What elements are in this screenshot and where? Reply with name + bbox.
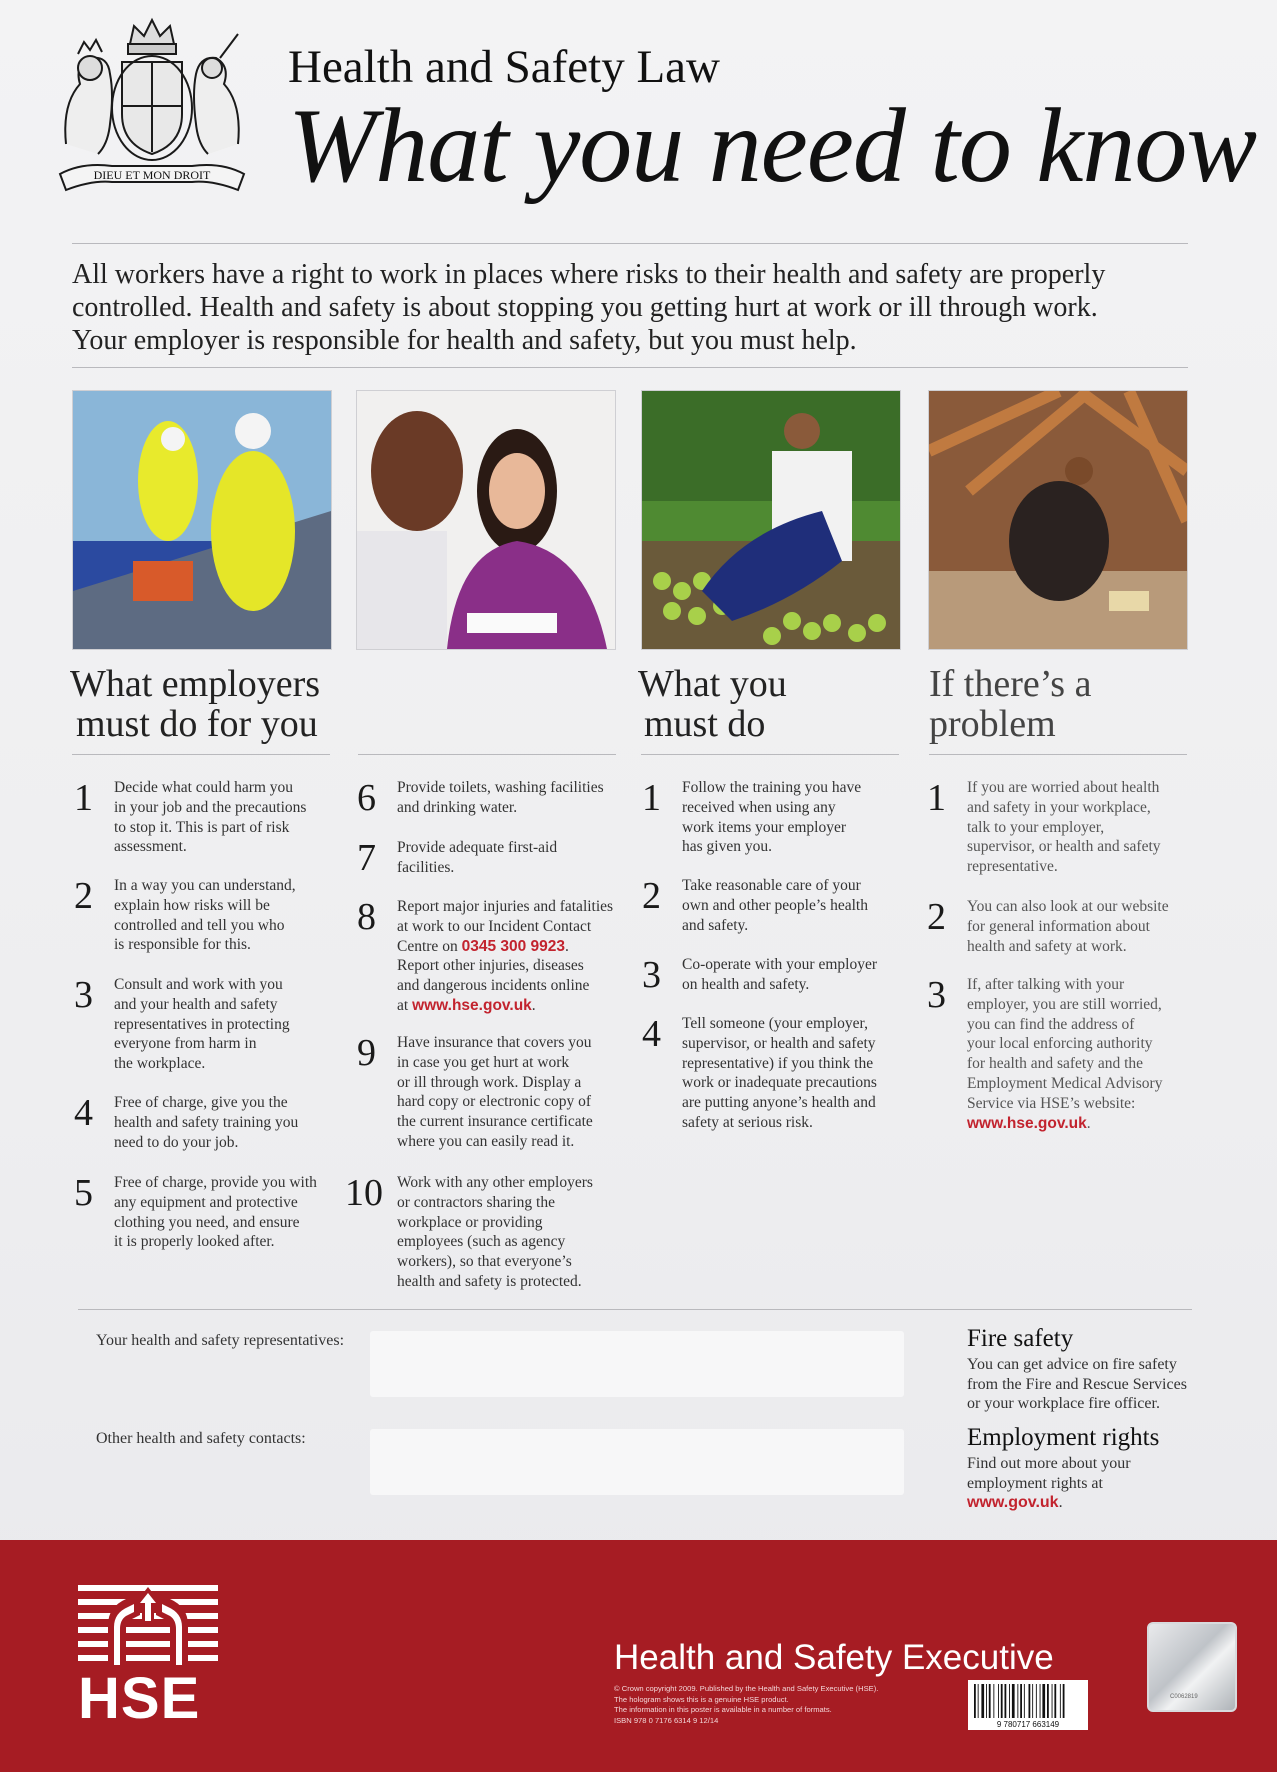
item-number: 8	[357, 896, 376, 938]
hse-logo-icon	[78, 1585, 218, 1665]
item-text: Report major injuries and fatalities at work to our Incident Contact Centre on 0345 300 9923. Report other injuries, diseases and dangerous incidents online at www.hse.gov.uk.	[397, 898, 614, 1014]
divider	[72, 754, 330, 755]
item-text: Free of charge, provide you with any equipment and protective clothing you need, and ensure it is properly looked after.	[114, 1174, 317, 1251]
other-contacts-label: Other health and safety contacts:	[96, 1430, 306, 1447]
barcode-bar	[1060, 1684, 1061, 1718]
barcode-bar	[1005, 1684, 1007, 1718]
employer-duty-6	[357, 778, 604, 818]
photo-loft-worker	[928, 390, 1188, 650]
employer-duty-8	[357, 897, 613, 1016]
item-text: Take reasonable care of your own and other people’s health and safety.	[682, 877, 868, 934]
employer-duty-9	[357, 1033, 593, 1152]
heading-line: must do for you	[76, 703, 318, 745]
item-text: If you are worried about health and safety in your workplace, talk to your employer, supervisor, or health and safety representative.	[967, 779, 1161, 876]
item-number: 1	[642, 777, 661, 819]
isbn-barcode	[968, 1680, 1088, 1730]
crest-motto: DIEU ET MON DROIT	[93, 168, 211, 182]
reps-field[interactable]	[370, 1331, 904, 1397]
barcode-bar	[1029, 1684, 1031, 1718]
employer-duty-3	[74, 975, 290, 1074]
barcode-bar	[989, 1684, 991, 1718]
barcode-bar	[1036, 1684, 1037, 1718]
barcode-bar	[1001, 1684, 1003, 1718]
barcode-bar	[998, 1684, 999, 1718]
item-text: Have insurance that covers you in case you get hurt at work or ill through work. Display a hard copy or electronic copy of the current insurance certificate where you can easily read it.	[397, 1034, 593, 1150]
divider	[72, 367, 1188, 368]
problem-step-3	[927, 975, 1162, 1133]
gov-website-link[interactable]: www.gov.uk	[967, 1494, 1059, 1512]
incident-phone-number: 0345 300 9923	[461, 937, 566, 955]
divider	[78, 1309, 1192, 1310]
item-number: 1	[74, 777, 93, 819]
worker-duty-2	[642, 876, 868, 935]
other-contacts-field[interactable]	[370, 1429, 904, 1495]
item-text: Tell someone (your employer, supervisor, or health and safety representative) if you think the work or inadequate precautions are putting anyone’s health and safety at serious risk.	[682, 1015, 877, 1131]
item-text: Consult and work with you and your health and safety representatives in protecting everyone from harm in the workplace.	[114, 976, 290, 1073]
item-number: 5	[74, 1172, 93, 1214]
item-number: 9	[357, 1032, 376, 1074]
heading-you	[638, 664, 787, 744]
divider	[641, 754, 899, 755]
hologram-code: C0062819	[1170, 1694, 1198, 1700]
fire-safety-heading: Fire safety	[967, 1325, 1074, 1352]
photo-road-workers	[72, 390, 332, 650]
item-text: Decide what could harm you in your job and the precautions to stop it. This is part of risk assessment.	[114, 779, 307, 856]
problem-step-1	[927, 778, 1161, 877]
poster-title: What you need to know	[288, 87, 1257, 204]
item-text: If, after talking with your employer, you are still worried, you can find the address of your local enforcing authority for health and safety and the Employment Medical Advisory Service via HSE’s website: www.hse.gov.uk.	[967, 976, 1163, 1132]
hse-website-link[interactable]: www.hse.gov.uk	[967, 1114, 1087, 1132]
barcode-bar	[1054, 1684, 1056, 1718]
heading-employers	[70, 664, 320, 744]
divider	[929, 754, 1187, 755]
employer-duty-4	[74, 1093, 298, 1152]
employer-duty-7	[357, 838, 557, 878]
employer-duty-1	[74, 778, 306, 857]
heading-line: If there’s a	[929, 663, 1092, 705]
fire-safety-text: You can get advice on fire safety from the Fire and Rescue Services or your workplace fire officer.	[967, 1356, 1187, 1413]
worker-duty-3	[642, 955, 877, 995]
barcode-bar	[1032, 1684, 1033, 1718]
worker-duty-1	[642, 778, 861, 857]
organisation-name: Health and Safety Executive	[614, 1638, 1054, 1677]
employment-rights-text: Find out more about your employment rights at www.gov.uk.	[967, 1455, 1131, 1512]
employment-rights-heading: Employment rights	[967, 1424, 1160, 1451]
barcode-bar	[1012, 1684, 1015, 1718]
item-text: Work with any other employers or contractors sharing the workplace or providing employees (such as agency workers), so that everyone’s health and safety is protected.	[397, 1174, 593, 1290]
item-number: 2	[927, 896, 946, 938]
intro-line: Your employer is responsible for health and safety, but you must help.	[72, 325, 857, 356]
heading-line: problem	[929, 703, 1056, 745]
item-number: 4	[642, 1013, 661, 1055]
employer-duty-5	[74, 1173, 317, 1252]
employer-duty-2	[74, 876, 296, 955]
divider	[72, 243, 1188, 244]
barcode-bar	[1024, 1684, 1025, 1718]
barcode-bar	[1009, 1684, 1010, 1718]
item-number: 10	[345, 1172, 383, 1214]
item-number: 6	[357, 777, 376, 819]
barcode-bar	[993, 1684, 994, 1718]
item-text: Free of charge, give you the health and safety training you need to do your job.	[114, 1094, 299, 1151]
item-text: Provide adequate first-aid facilities.	[397, 839, 558, 876]
poster-subtitle: Health and Safety Law	[288, 41, 720, 93]
item-text: Follow the training you have received when using any work items your employer has given you.	[682, 779, 862, 856]
barcode-bar	[986, 1684, 987, 1718]
intro-line: All workers have a right to work in places where risks to their health and safety are properly	[72, 259, 1106, 290]
item-text: You can also look at our website for general information about health and safety at work.	[967, 898, 1169, 955]
item-number: 1	[927, 777, 946, 819]
royal-coat-of-arms	[52, 14, 252, 196]
publication-small-print: © Crown copyright 2009. Published by the Health and Safety Executive (HSE). The hologram shows this is a genuine HSE product. The information in this poster is available in a number of formats. ISBN 978 0 7176 6314 9 12/14	[614, 1684, 879, 1725]
divider	[358, 754, 616, 755]
barcode-bar	[1047, 1684, 1049, 1718]
item-number: 7	[357, 837, 376, 879]
intro-line: controlled. Health and safety is about stopping you getting hurt at work or ill through work.	[72, 292, 1098, 323]
heading-line: must do	[644, 703, 766, 745]
barcode-bar	[1040, 1684, 1041, 1718]
intro-paragraph	[72, 258, 1182, 357]
item-number: 2	[642, 875, 661, 917]
barcode-bar	[981, 1684, 984, 1718]
barcode-bar	[1042, 1684, 1045, 1718]
photo-consultation	[356, 390, 616, 650]
barcode-bar	[1017, 1684, 1018, 1718]
item-text: Provide toilets, washing facilities and drinking water.	[397, 779, 604, 816]
item-number: 3	[74, 974, 93, 1016]
employer-duty-10	[345, 1173, 593, 1292]
barcode-bar	[1052, 1684, 1053, 1718]
heading-line: What employers	[70, 663, 321, 705]
worker-duty-4	[642, 1014, 877, 1133]
barcode-bar	[1020, 1684, 1022, 1718]
reps-label: Your health and safety representatives:	[96, 1332, 345, 1349]
photo-apple-picker	[641, 390, 901, 650]
item-number: 2	[74, 875, 93, 917]
item-number: 4	[74, 1092, 93, 1134]
heading-problem	[929, 664, 1091, 744]
heading-line: What you	[638, 663, 787, 705]
item-number: 3	[927, 974, 946, 1016]
barcode-bar	[978, 1684, 979, 1718]
barcode-bar	[1063, 1684, 1065, 1718]
barcode-digits: 9 780717 663149	[996, 1720, 1060, 1729]
item-number: 3	[642, 954, 661, 996]
problem-step-2	[927, 897, 1169, 956]
hse-website-link[interactable]: www.hse.gov.uk	[412, 996, 532, 1014]
barcode-bar	[974, 1684, 976, 1718]
hse-logo-text: HSE	[78, 1666, 201, 1731]
item-text: Co-operate with your employer on health and safety.	[682, 956, 877, 993]
item-text: In a way you can understand, explain how risks will be controlled and tell you who is responsible for this.	[114, 877, 296, 954]
